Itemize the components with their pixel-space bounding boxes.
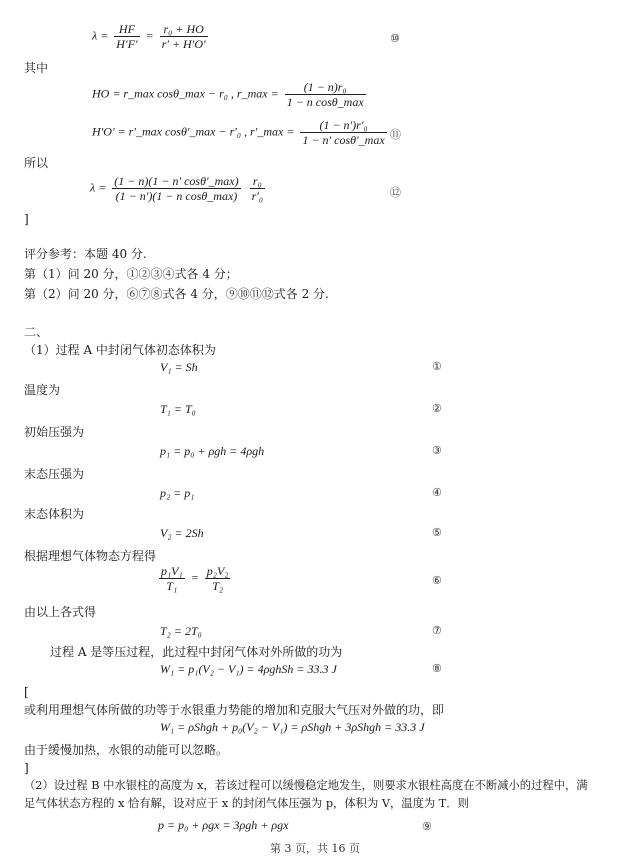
text-section-2: 二、 [24,325,49,339]
fraction-p2v2: p₂V₂ [206,564,229,578]
text-bracket-close-1: ] [24,212,29,226]
fraction-hf-num: HF [114,22,139,37]
text-pingfen: 评分参考：本题 40 分. [24,247,147,261]
eq-l12-lhs: λ = [90,180,107,195]
fraction-l12-r [250,174,265,203]
equation-p2: p₂ = p₁ [160,486,195,500]
text-qizhong: 其中 [24,61,49,75]
equation-number-7: ⑦ [432,624,442,637]
fraction-rmax-prime-den: 1 − n′ cosθ′_max [302,133,385,147]
text-bracket-close-2: ] [24,761,29,775]
eq-hpo-text: H′O′ = r′_max cosθ′_max − r′₀ , r′_max = [92,124,295,139]
fraction-l12-r-den: r′₀ [251,189,264,203]
eq-lambda-lhs: λ = [92,28,109,43]
text-youyu: 由于缓慢加热，水银的动能可以忽略。 [24,743,229,757]
equation-gas-law [156,564,233,593]
equation-w1-alt: W₁ = ρShgh + p₀(V₂ − V₁) = ρShgh + 3ρShgh = 33.3 J [160,720,425,734]
equation-ho [92,80,369,109]
fraction-rmax-num: (1 − n)r₀ [285,80,366,95]
fraction-r0-ho-den: r′ + H′O′ [161,37,206,51]
equation-v1: V₁ = Sh [160,360,198,374]
fraction-p1v1-t1 [159,564,185,593]
equation-p-x: p = p₀ + ρgx = 3ρgh + ρgx [158,818,289,832]
fraction-r0-ho-num: r₀ + HO [160,22,208,37]
equation-number-6: ⑥ [432,574,442,587]
fraction-rmax [285,80,366,109]
eq-ho-text: HO = r_max cosθ_max − r₀ , r_max = [92,86,279,101]
text-suoyi: 所以 [24,156,49,170]
text-guocheng-a: 过程 A 是等压过程，此过程中封闭气体对外所做的功为 [50,645,343,659]
equation-number-2: ② [432,402,442,415]
fraction-l12-main-num: (1 − n)(1 − n′ cosθ′_max) [114,174,239,188]
fraction-p2v2-t2 [205,564,231,593]
fraction-rmax-den: 1 − n cosθ_max [286,95,364,109]
fraction-l12-main-den: (1 − n′)(1 − n cosθ_max) [115,189,238,203]
equation-number-9: ⑨ [422,820,432,833]
text-q1-intro: （1）过程 A 中封闭气体初态体积为 [24,343,216,357]
text-part2-score: 第（2）问 20 分，⑥⑦⑧式各 4 分，⑨⑩⑪⑫式各 2 分. [24,287,329,301]
text-wendu: 温度为 [24,383,61,397]
text-huo-liyong: 或利用理想气体所做的功等于水银重力势能的增加和克服大气压对外做的功，即 [24,703,445,717]
equation-number-1: ① [432,360,442,373]
equation-hpo [92,118,390,147]
text-genju: 根据理想气体物态方程得 [24,549,157,563]
text-chushi-yaqiang: 初始压强为 [24,425,85,439]
fraction-l12-r-num: r₀ [250,174,265,189]
equation-v2: V₂ = 2Sh [160,526,204,540]
fraction-t2: T₂ [212,579,224,593]
equation-w1: W₁ = p₁(V₂ − V₁) = 4ρghSh = 33.3 J [160,662,337,676]
fraction-rmax-prime-num: (1 − n′)r′₀ [300,118,386,133]
equation-number-3: ③ [432,444,442,457]
fraction-hf [114,22,139,51]
equation-t2: T₂ = 2T₀ [160,624,202,638]
page-footer: 第 3 页，共 16 页 [270,842,360,855]
equation-lambda-ratio [92,22,211,51]
equation-number-12: ⑫ [390,186,401,199]
fraction-hf-den: H′F′ [116,37,138,51]
equation-number-10: ⑩ [390,32,400,45]
text-q2-line2: 足气体状态方程的 x 恰有解，设对应于 x 的封闭气体压强为 p，体积为 V，温度为 T．则 [24,797,469,810]
text-q2-line1: （2）设过程 B 中水银柱的高度为 x，若该过程可以缓慢稳定地发生，则要求水银柱高度在不断减小的过程中，满 [24,779,588,792]
equation-p1: p₁ = p₀ + ρgh = 4ρgh [160,444,265,458]
text-bracket-open: [ [24,685,29,699]
fraction-r0-ho [160,22,208,51]
fraction-t1: T₁ [166,579,178,593]
text-motai-tiji: 末态体积为 [24,507,85,521]
eq-lambda-equals: = [145,28,154,43]
text-motai-yaqiang: 末态压强为 [24,467,85,481]
equation-number-8: ⑧ [432,662,442,675]
equation-number-5: ⑤ [432,526,442,539]
fraction-rmax-prime [300,118,386,147]
equation-number-11: ⑪ [390,128,401,141]
fraction-p1v1: p₁V₁ [161,564,183,578]
equation-t1: T₁ = T₀ [160,402,196,416]
fraction-l12-main [112,174,240,203]
equation-lambda-final [90,174,268,203]
text-part1-score: 第（1）问 20 分，①②③④式各 4 分； [24,267,238,281]
equation-number-4: ④ [432,486,442,499]
eq-gas-equals: = [190,570,199,585]
text-yiyi: 由以上各式得 [24,605,97,619]
